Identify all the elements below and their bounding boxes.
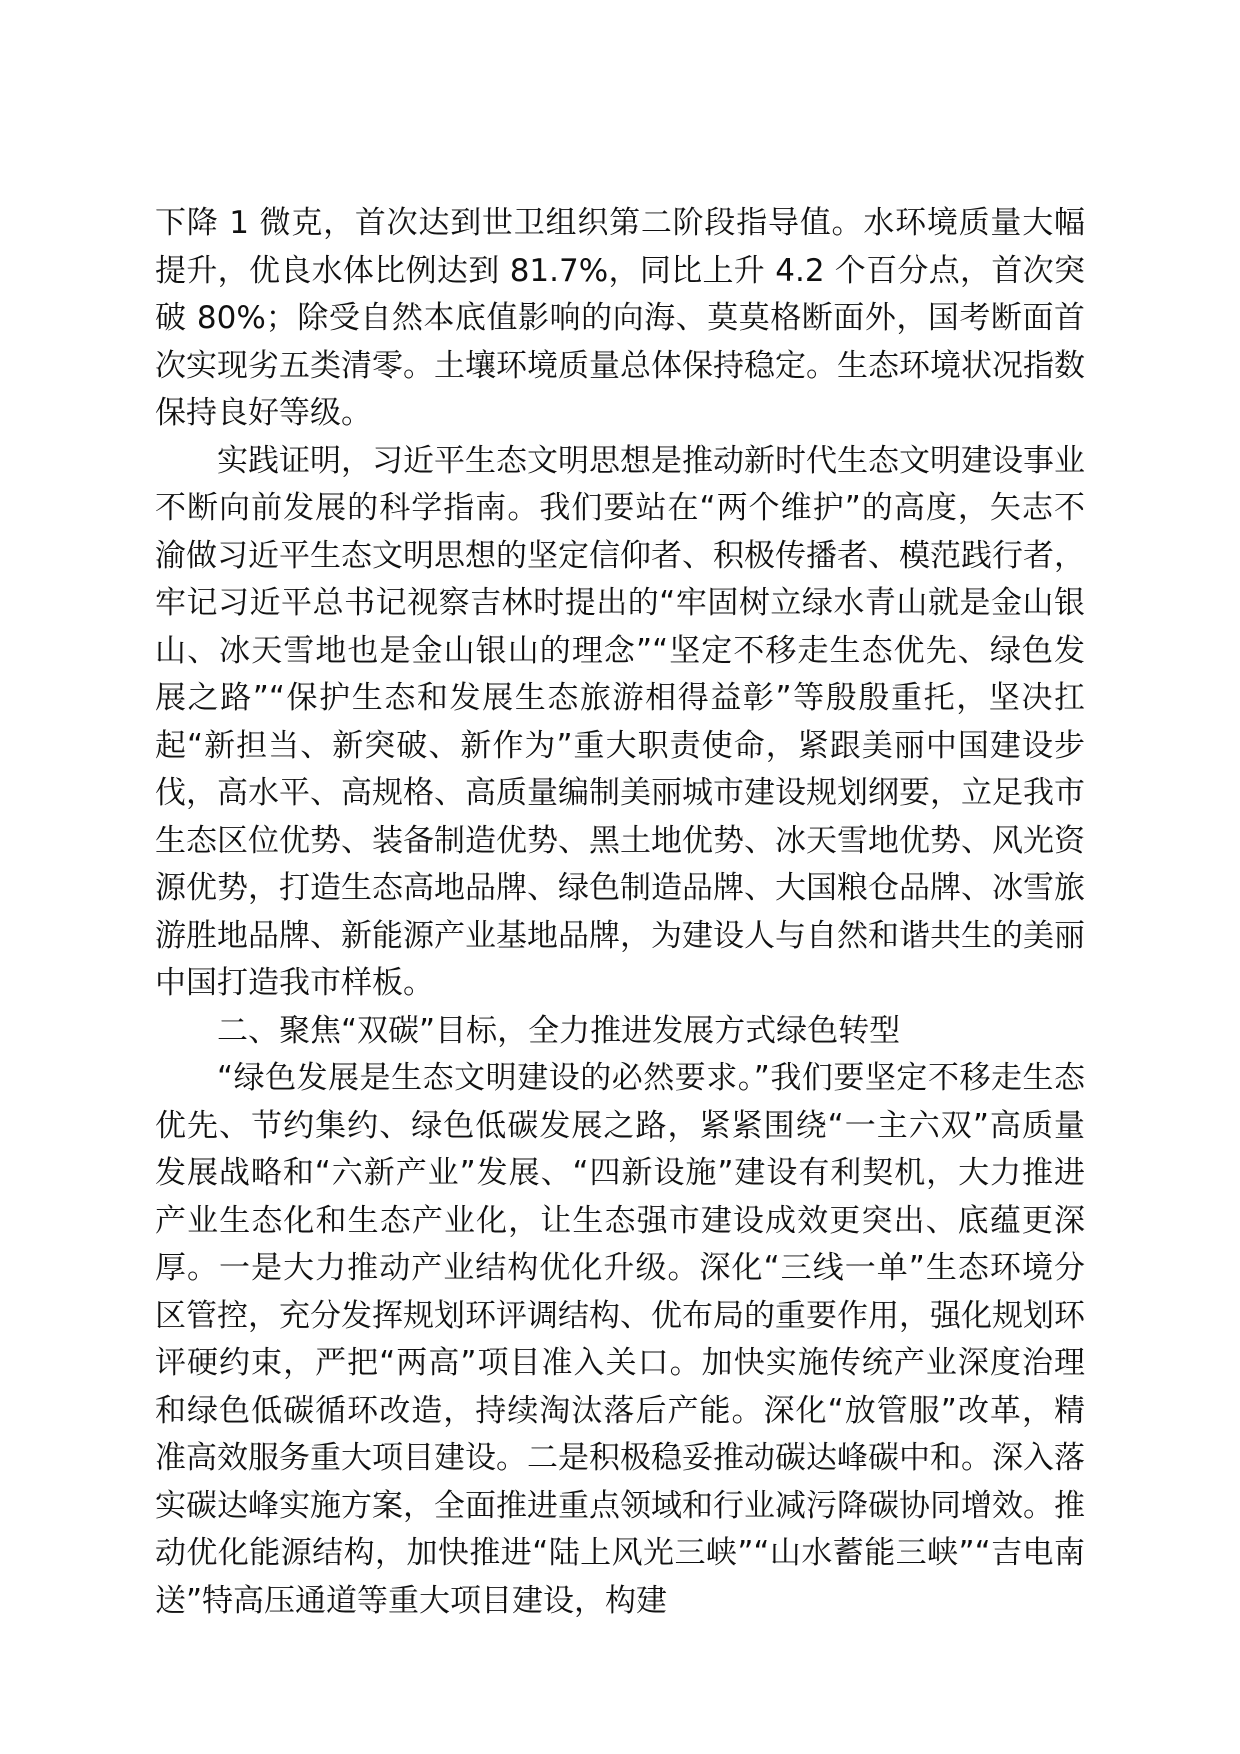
paragraph-green-development: “绿色发展是生态文明建设的必然要求。”我们要坚定不移走生态优先、节约集约、绿色低碳发展之路，紧紧围绕“一主六双”高质量发展战略和“六新产业”发展、“四新设施”建设有利契机，大力推进产业生态化和生态产业化，让生态强市建设成效更突出、底蕴更深厚。一是大力推动产业结构优化升级。深化“三线一单”生态环境分区管控，充分发挥规划环评调结构、优布局的重要作用，强化规划环评硬约束，严把“两高”项目准入关口。加快实施传统产业深度治理和绿色低碳循环改造，持续淘汰落后产能。深化“放管服”改革，精准高效服务重大项目建设。二是积极稳妥推动碳达峰碳中和。深入落实碳达峰实施方案，全面推进重点领域和行业减污降碳协同增效。推动优化能源结构，加快推进“陆上风光三峡”“山水蓄能三峡”“吉电南送”特高压通道等重大项目建设，构建: [155, 1060, 1085, 1619]
document-body: [155, 200, 1085, 1625]
paragraph-continuation: 下降 1 微克，首次达到世卫组织第二阶段指导值。水环境质量大幅提升，优良水体比例达到 81.7%，同比上升 4.2 个百分点，首次突破 80%；除受自然本底值影响的向海、莫莫格断面外，国考断面首次实现劣五类清零。土壤环境质量总体保持稳定。生态环境状况指数保持良好等级。: [155, 205, 1085, 431]
paragraph-practice-proves: 实践证明，习近平生态文明思想是推动新时代生态文明建设事业不断向前发展的科学指南。我们要站在“两个维护”的高度，矢志不渝做习近平生态文明思想的坚定信仰者、积极传播者、模范践行者，牢记习近平总书记视察吉林时提出的“牢固树立绿水青山就是金山银山、冰天雪地也是金山银山的理念”“坚定不移走生态优先、绿色发展之路”“保护生态和发展生态旅游相得益彰”等殷殷重托，坚决扛起“新担当、新突破、新作为”重大职责使命，紧跟美丽中国建设步伐，高水平、高规格、高质量编制美丽城市建设规划纲要，立足我市生态区位优势、装备制造优势、黑土地优势、冰天雪地优势、风光资源优势，打造生态高地品牌、绿色制造品牌、大国粮仓品牌、冰雪旅游胜地品牌、新能源产业基地品牌，为建设人与自然和谐共生的美丽中国打造我市样板。: [155, 442, 1085, 1001]
section-heading-dual-carbon: 二、聚焦“双碳”目标，全力推进发展方式绿色转型: [217, 1012, 901, 1049]
